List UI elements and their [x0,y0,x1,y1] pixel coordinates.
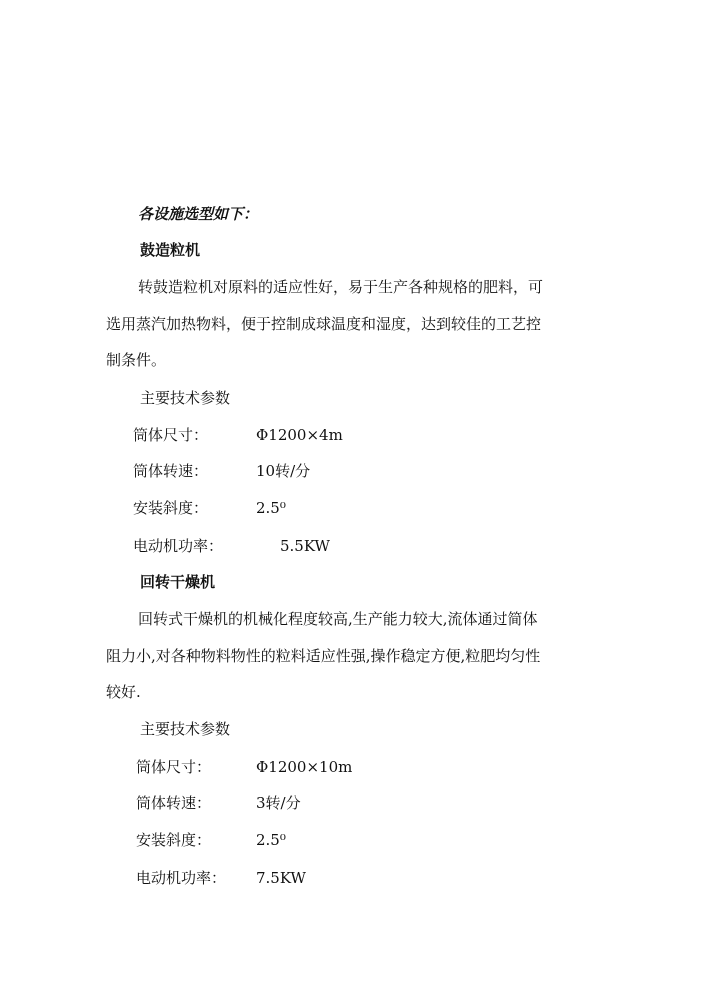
dryer-param-label-power: 电动机功率： [136,869,227,887]
granulator-param-value-power: 5.5KW [280,537,330,555]
granulator-param-value-speed: 10转/分 [256,462,311,480]
section-title: 各设施选型如下： [138,205,259,223]
dryer-description-line-3: 较好. [106,683,141,701]
granulator-param-label-speed: 筒体转速： [133,462,209,480]
granulator-heading: 鼓造粒机 [140,241,201,259]
granulator-description-line-1: 转鼓造粒机对原料的适应性好，易于生产各种规格的肥料，可 [138,278,544,296]
dryer-params-heading: 主要技术参数 [140,720,231,738]
granulator-description-line-3: 制条件。 [106,351,167,369]
granulator-param-label-slope: 安装斜度： [133,499,209,517]
dryer-heading: 回转干燥机 [140,573,216,591]
dryer-param-label-speed: 筒体转速： [136,794,212,812]
dryer-param-label-size: 筒体尺寸： [136,758,212,776]
dryer-param-label-slope: 安装斜度： [136,831,212,849]
granulator-param-value-slope: 2.5⁰ [256,499,286,517]
dryer-param-value-power: 7.5KW [256,869,306,887]
dryer-description-line-1: 回转式干燥机的机械化程度较高,生产能力较大,流体通过简体 [138,610,538,628]
granulator-description-line-2: 选用蒸汽加热物料，便于控制成球温度和湿度，达到较佳的工艺控 [106,315,542,333]
granulator-param-value-size: Φ1200×4m [256,426,343,444]
dryer-param-value-speed: 3转/分 [256,794,301,812]
granulator-params-heading: 主要技术参数 [140,389,231,407]
dryer-description-line-2: 阻力小,对各种物料物性的粒料适应性强,操作稳定方便,粒肥均匀性 [106,647,541,665]
granulator-param-label-size: 筒体尺寸： [133,426,209,444]
dryer-param-value-slope: 2.5⁰ [256,831,286,849]
dryer-param-value-size: Φ1200×10m [256,758,353,776]
granulator-param-label-power: 电动机功率： [133,537,224,555]
